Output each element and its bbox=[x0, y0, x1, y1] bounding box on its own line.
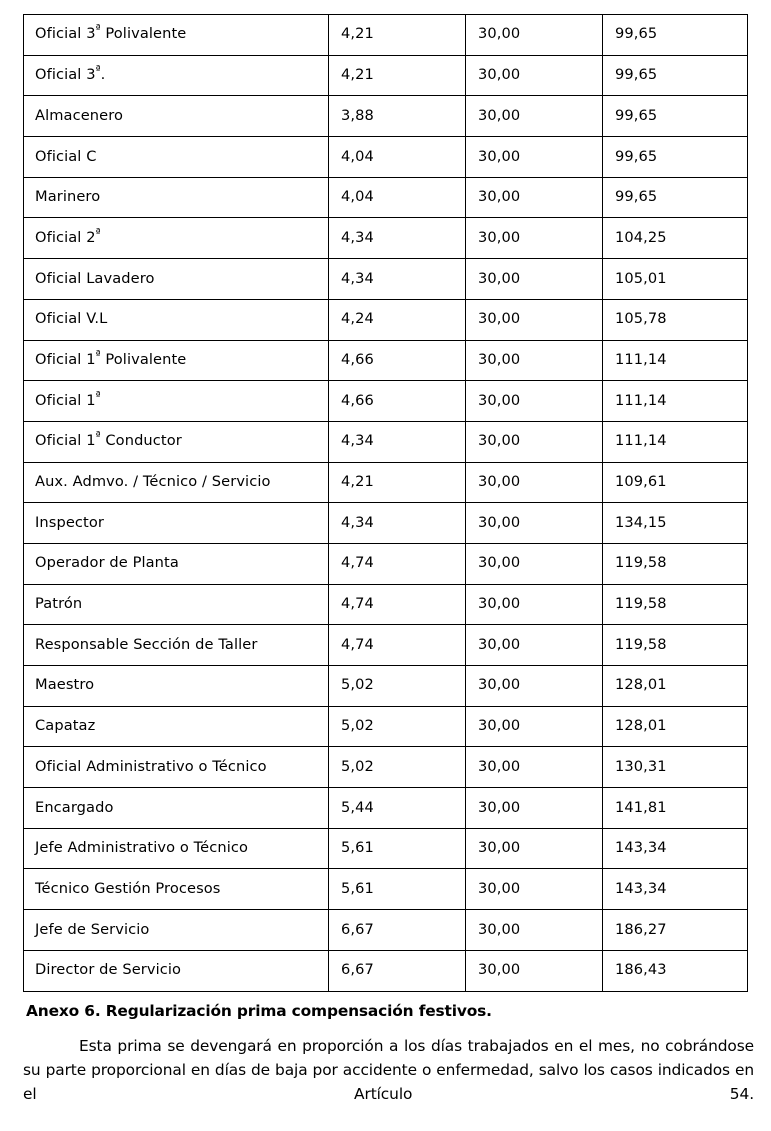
cell-category: Oficial $2^ª$ bbox=[24, 218, 329, 259]
table-row bbox=[24, 381, 748, 422]
cell-value-3: 128,01 bbox=[603, 706, 748, 747]
cell-value-1: 5,61 bbox=[329, 869, 466, 910]
cell-value-1: 4,34 bbox=[329, 218, 466, 259]
cell-value-2: 30,00 bbox=[466, 96, 603, 137]
ordinal-superscript: ª bbox=[95, 23, 101, 36]
cell-category: Patrón bbox=[24, 584, 329, 625]
cell-value-3: 109,61 bbox=[603, 462, 748, 503]
ordinal-superscript: ª bbox=[95, 349, 101, 362]
cell-value-1: 4,21 bbox=[329, 15, 466, 56]
cell-value-2: 30,00 bbox=[466, 747, 603, 788]
cell-value-1: 4,34 bbox=[329, 259, 466, 300]
cell-value-1: 5,02 bbox=[329, 706, 466, 747]
cell-value-1: 4,74 bbox=[329, 625, 466, 666]
annex-paragraph: Esta prima se devengará en proporción a los días trabajados en el mes, no cobrándose su parte proporcional en días de baja por accidente o enfermedad, salvo los casos indicados en el Artículo 54. bbox=[23, 1037, 754, 1104]
salary-table bbox=[23, 14, 748, 992]
salary-table-container bbox=[23, 14, 747, 992]
cell-value-2: 30,00 bbox=[466, 950, 603, 991]
cell-category: Jefe de Servicio bbox=[24, 910, 329, 951]
cell-value-3: 99,65 bbox=[603, 137, 748, 178]
cell-value-3: 119,58 bbox=[603, 584, 748, 625]
cell-value-1: 4,24 bbox=[329, 299, 466, 340]
annex-heading: Anexo 6. Regularización prima compensación festivos. bbox=[26, 1002, 492, 1020]
ordinal-superscript: ª bbox=[95, 64, 101, 77]
cell-value-1: 4,21 bbox=[329, 462, 466, 503]
cell-value-3: 111,14 bbox=[603, 340, 748, 381]
cell-value-1: 4,74 bbox=[329, 543, 466, 584]
table-row bbox=[24, 584, 748, 625]
cell-value-2: 30,00 bbox=[466, 15, 603, 56]
cell-category: Oficial Administrativo o Técnico bbox=[24, 747, 329, 788]
cell-value-2: 30,00 bbox=[466, 869, 603, 910]
cell-value-1: 5,02 bbox=[329, 747, 466, 788]
cell-category: Inspector bbox=[24, 503, 329, 544]
table-row bbox=[24, 910, 748, 951]
cell-value-2: 30,00 bbox=[466, 177, 603, 218]
cell-value-1: 6,67 bbox=[329, 910, 466, 951]
table-row bbox=[24, 625, 748, 666]
cell-value-2: 30,00 bbox=[466, 259, 603, 300]
cell-value-3: 143,34 bbox=[603, 869, 748, 910]
cell-value-2: 30,00 bbox=[466, 137, 603, 178]
table-row bbox=[24, 543, 748, 584]
cell-value-3: 128,01 bbox=[603, 666, 748, 707]
table-row bbox=[24, 869, 748, 910]
cell-category: Oficial $3^ª$. bbox=[24, 55, 329, 96]
cell-value-2: 30,00 bbox=[466, 340, 603, 381]
cell-value-2: 30,00 bbox=[466, 55, 603, 96]
table-row bbox=[24, 747, 748, 788]
cell-value-2: 30,00 bbox=[466, 666, 603, 707]
cell-value-3: 99,65 bbox=[603, 177, 748, 218]
table-row bbox=[24, 788, 748, 829]
cell-value-2: 30,00 bbox=[466, 462, 603, 503]
cell-category: Jefe Administrativo o Técnico bbox=[24, 828, 329, 869]
cell-value-3: 104,25 bbox=[603, 218, 748, 259]
cell-value-2: 30,00 bbox=[466, 299, 603, 340]
cell-value-3: 99,65 bbox=[603, 55, 748, 96]
cell-value-3: 141,81 bbox=[603, 788, 748, 829]
cell-value-1: 4,04 bbox=[329, 137, 466, 178]
cell-category: Técnico Gestión Procesos bbox=[24, 869, 329, 910]
cell-value-3: 143,34 bbox=[603, 828, 748, 869]
cell-value-1: 4,66 bbox=[329, 381, 466, 422]
cell-value-1: 4,04 bbox=[329, 177, 466, 218]
cell-value-1: 5,61 bbox=[329, 828, 466, 869]
cell-category: Aux. Admvo. / Técnico / Servicio bbox=[24, 462, 329, 503]
cell-value-3: 99,65 bbox=[603, 15, 748, 56]
cell-value-3: 186,43 bbox=[603, 950, 748, 991]
cell-value-2: 30,00 bbox=[466, 503, 603, 544]
cell-category: Maestro bbox=[24, 666, 329, 707]
cell-value-3: 105,78 bbox=[603, 299, 748, 340]
cell-value-2: 30,00 bbox=[466, 543, 603, 584]
table-row bbox=[24, 55, 748, 96]
table-row bbox=[24, 421, 748, 462]
cell-value-3: 186,27 bbox=[603, 910, 748, 951]
ordinal-superscript: ª bbox=[95, 227, 101, 240]
table-row bbox=[24, 299, 748, 340]
cell-value-2: 30,00 bbox=[466, 381, 603, 422]
cell-value-2: 30,00 bbox=[466, 218, 603, 259]
cell-category: Operador de Planta bbox=[24, 543, 329, 584]
salary-table-body bbox=[24, 15, 748, 992]
cell-value-2: 30,00 bbox=[466, 625, 603, 666]
cell-value-1: 4,34 bbox=[329, 503, 466, 544]
cell-category: Capataz bbox=[24, 706, 329, 747]
cell-category: Oficial $1^ª$ Conductor bbox=[24, 421, 329, 462]
cell-value-3: 130,31 bbox=[603, 747, 748, 788]
cell-value-1: 6,67 bbox=[329, 950, 466, 991]
cell-category: Oficial Lavadero bbox=[24, 259, 329, 300]
table-row bbox=[24, 462, 748, 503]
cell-value-1: 4,74 bbox=[329, 584, 466, 625]
cell-value-2: 30,00 bbox=[466, 828, 603, 869]
cell-category: Oficial C bbox=[24, 137, 329, 178]
cell-value-1: 5,02 bbox=[329, 666, 466, 707]
table-row bbox=[24, 828, 748, 869]
cell-category: Oficial $1^ª$ Polivalente bbox=[24, 340, 329, 381]
cell-value-1: 4,66 bbox=[329, 340, 466, 381]
table-row bbox=[24, 259, 748, 300]
cell-value-1: 4,34 bbox=[329, 421, 466, 462]
cell-category: Marinero bbox=[24, 177, 329, 218]
table-row bbox=[24, 137, 748, 178]
cell-value-2: 30,00 bbox=[466, 910, 603, 951]
cell-value-1: 5,44 bbox=[329, 788, 466, 829]
cell-value-1: 3,88 bbox=[329, 96, 466, 137]
cell-category: Almacenero bbox=[24, 96, 329, 137]
cell-value-3: 111,14 bbox=[603, 381, 748, 422]
cell-value-3: 111,14 bbox=[603, 421, 748, 462]
cell-value-3: 119,58 bbox=[603, 543, 748, 584]
cell-value-2: 30,00 bbox=[466, 788, 603, 829]
cell-value-3: 119,58 bbox=[603, 625, 748, 666]
cell-value-1: 4,21 bbox=[329, 55, 466, 96]
table-row bbox=[24, 177, 748, 218]
table-row bbox=[24, 706, 748, 747]
table-row bbox=[24, 96, 748, 137]
cell-value-2: 30,00 bbox=[466, 706, 603, 747]
cell-category: Oficial V.L bbox=[24, 299, 329, 340]
table-row bbox=[24, 340, 748, 381]
cell-value-2: 30,00 bbox=[466, 584, 603, 625]
table-row bbox=[24, 218, 748, 259]
table-row bbox=[24, 950, 748, 991]
cell-category: Oficial $1^ª$ bbox=[24, 381, 329, 422]
cell-category: Encargado bbox=[24, 788, 329, 829]
table-row bbox=[24, 666, 748, 707]
cell-value-2: 30,00 bbox=[466, 421, 603, 462]
table-row bbox=[24, 503, 748, 544]
cell-value-3: 134,15 bbox=[603, 503, 748, 544]
table-row bbox=[24, 15, 748, 56]
cell-category: Oficial $3^ª$ Polivalente bbox=[24, 15, 329, 56]
ordinal-superscript: ª bbox=[95, 430, 101, 443]
ordinal-superscript: ª bbox=[95, 389, 101, 402]
cell-value-3: 105,01 bbox=[603, 259, 748, 300]
cell-value-3: 99,65 bbox=[603, 96, 748, 137]
cell-category: Responsable Sección de Taller bbox=[24, 625, 329, 666]
cell-category: Director de Servicio bbox=[24, 950, 329, 991]
